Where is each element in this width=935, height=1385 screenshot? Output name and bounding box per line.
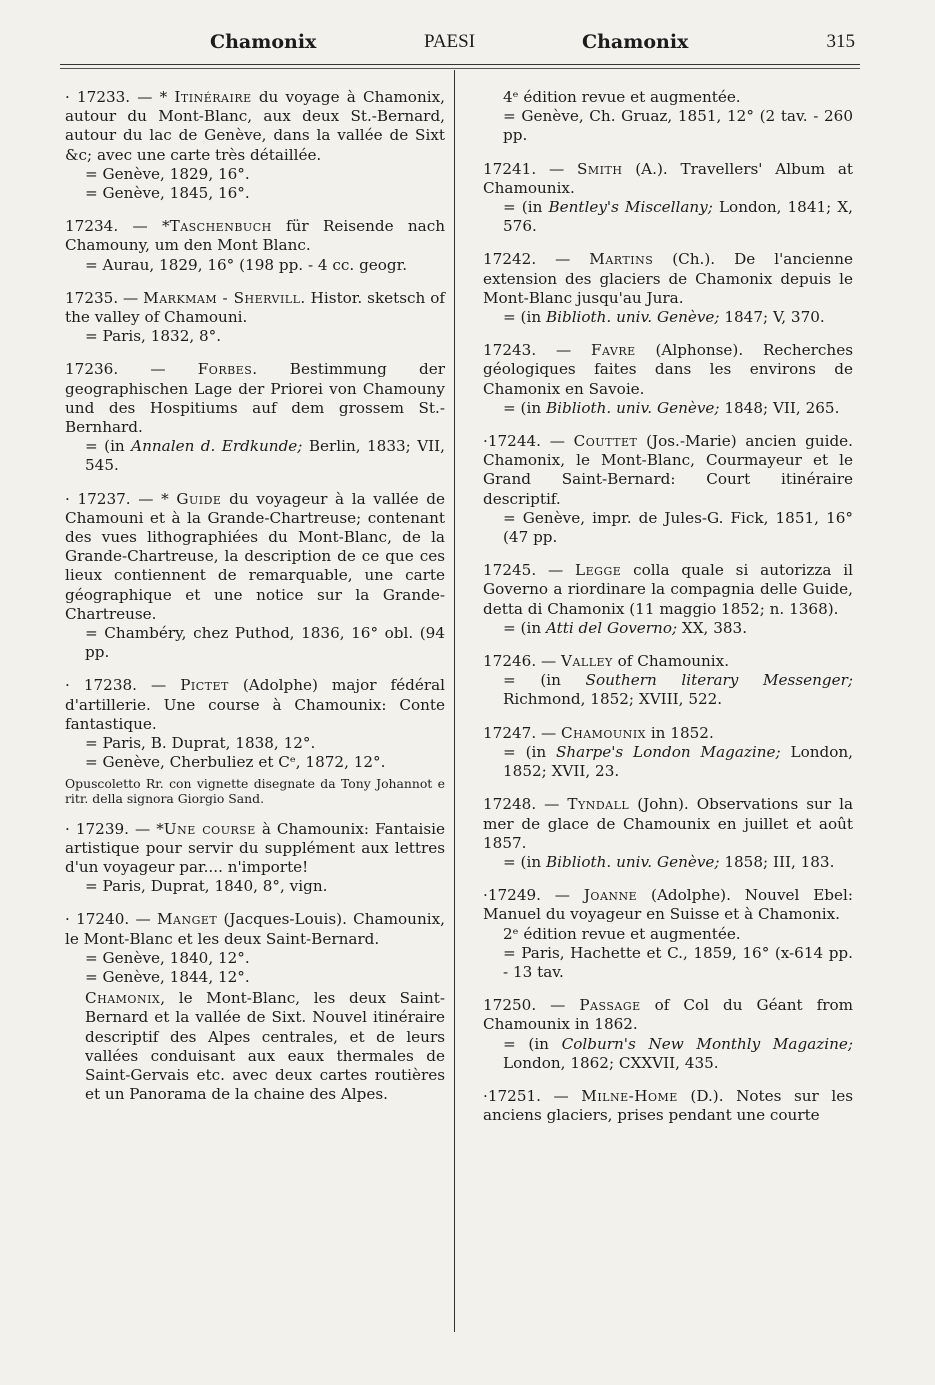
entry-17240 xyxy=(65,910,445,1104)
entry-imprint: = Paris, Duprat, 1840, 8°, vign. xyxy=(85,877,328,896)
entry-text: à Chamounix: Fantaisie artistique pour servir du supplément aux lettres d'un voyageur par.... n'importe! xyxy=(65,819,446,876)
entry-17248 xyxy=(483,795,853,872)
entry-number: · 17240. — xyxy=(65,910,157,929)
entry-imprint: = Paris, Hachette et C., 1859, 16° (x-614 pp. - 13 tav. xyxy=(503,943,853,981)
entry-text: of Col du Géant from Chamounix in 1862. xyxy=(483,996,854,1034)
entry-text: du voyageur à la vallée de Chamouni et à la Grande-Chartreuse; contenant des vues lithographiées du Mont-Blanc, de la Grande-Chartreuse, la description de ce que ces lieux contiennent de remarquable, une carte géographique et une notice sur la Grande-Chartreuse. xyxy=(65,489,445,623)
entry-number: 17250. — xyxy=(483,996,580,1015)
entry-text: of Chamounix. xyxy=(612,652,730,671)
entry-title: Forbes. xyxy=(197,360,258,379)
entry-17234 xyxy=(65,217,445,275)
entry-title: Milne-Home xyxy=(581,1086,678,1105)
entry-number: 17234. — * xyxy=(65,217,170,236)
entry-title: Joanne xyxy=(583,886,638,905)
entry-text: in 1852. xyxy=(646,723,714,742)
entry-imprint: = Genève, impr. de Jules-G. Fick, 1851, 16° (47 pp. xyxy=(503,508,853,547)
entry-imprint: = (in Bentley's Miscellany; London, 1841; X, 576. xyxy=(503,198,853,236)
entry-text: (Jos.-Marie) ancien guide. Chamonix, le Mont-Blanc, Courmayeur et le Grand Saint-Bernard: Court itinéraire descriptif. xyxy=(483,432,853,508)
entry-continuation: Chamonix, le Mont-Blanc, les deux Saint-Bernard et la vallée de Sixt. Nouvel itinéraire descriptif des Alpes centrales, et de leurs vallées conduisant aux eaux thermales de Saint-Gervais etc. avec deux cartes routières et un Panorama de la chaine des Alpes. xyxy=(85,989,445,1104)
header-left-title: Chamonix xyxy=(210,31,317,53)
entry-17242 xyxy=(483,250,853,327)
entry-edition: 4ᵉ édition revue et augmentée. xyxy=(503,88,741,106)
entry-imprint: = (in Biblioth. univ. Genève; 1858; III, 183. xyxy=(503,852,835,871)
entry-17244 xyxy=(483,432,853,547)
entry-17239 xyxy=(65,820,445,897)
entry-imprint: = (in Biblioth. univ. Genève; 1847; V, 370. xyxy=(503,308,825,327)
entry-imprint: = Genève, 1844, 12°. xyxy=(85,967,250,986)
entry-title: Chamounix xyxy=(560,723,646,742)
entry-17241 xyxy=(483,160,853,237)
entry-17250 xyxy=(483,996,853,1073)
entry-imprint: = (in Annalen d. Erdkunde; Berlin, 1833; VII, 545. xyxy=(85,437,445,475)
entry-number: · 17239. — * xyxy=(65,819,164,838)
entry-text: Histor. sketsch of the valley of Chamouni. xyxy=(65,288,445,327)
entry-imprint: = Genève, 1829, 16°. xyxy=(85,164,250,183)
entry-text: Bestimmung der geographischen Lage der Priorei von Chamouny und des Hospitiums auf dem grossem St.-Bernhard. xyxy=(65,360,445,437)
entry-17251 xyxy=(483,1087,853,1125)
column-divider xyxy=(454,70,455,1332)
entry-number: ·17244. — xyxy=(483,432,574,451)
entry-edition: 2ᵉ édition revue et augmentée. xyxy=(503,924,741,943)
entry-title: Couttet xyxy=(573,432,638,451)
entry-title: Smith xyxy=(576,159,623,178)
entry-title: Passage xyxy=(579,996,641,1015)
entry-17249 xyxy=(483,886,853,982)
entry-text: (Ch.). De l'ancienne extension des glaciers de Chamonix depuis le Mont-Blanc jusqu'au Jura. xyxy=(483,250,854,307)
entry-number: · 17237. — * xyxy=(65,489,177,508)
header-rule-thin xyxy=(60,68,860,69)
entry-text: (D.). Notes sur les anciens glaciers, prises pendant une courte xyxy=(483,1086,853,1125)
entry-text: (Alphonse). Recherches géologiques faites dans les environs de Chamonix en Savoie. xyxy=(483,341,853,398)
entry-17247 xyxy=(483,724,853,782)
entry-number: 17246. — xyxy=(483,652,561,671)
entry-note: Opuscoletto Rr. con vignette disegnate da Tony Johannot e ritr. della signora Giorgio Sand. xyxy=(65,775,445,806)
entry-imprint: = (in Biblioth. univ. Genève; 1848; VII, 265. xyxy=(503,398,840,417)
entry-title: Pictet xyxy=(180,676,229,695)
entry-number: · 17238. — xyxy=(65,676,181,695)
entry-number: ·17251. — xyxy=(483,1086,582,1105)
entry-text: (A.). Travellers' Album at Chamounix. xyxy=(483,159,853,197)
entry-17243 xyxy=(483,341,853,418)
entry-title: Tyndall xyxy=(567,795,630,814)
entry-number: 17243. — xyxy=(483,341,591,360)
entry-number: 17241. — xyxy=(483,159,577,178)
entry-imprint: = Genève, Cherbuliez et Cᵉ, 1872, 12°. xyxy=(85,753,386,772)
entry-number: 17248. — xyxy=(483,795,568,814)
entry-title: Manget xyxy=(156,910,218,929)
entry-imprint: = Genève, 1840, 12°. xyxy=(85,948,250,967)
entry-text: colla quale si autorizza il Governo a riordinare la compagnia delle Guide, detta di Chamonix (11 maggio 1852; n. 1368). xyxy=(483,561,853,618)
entry-number: 17236. — xyxy=(65,360,198,379)
page-number: 315 xyxy=(826,31,855,52)
left-column xyxy=(65,88,445,1118)
entry-text: (Adolphe). Nouvel Ebel: Manuel du voyageur en Suisse et à Chamonix. xyxy=(483,886,853,924)
entry-number: 17245. — xyxy=(483,561,576,580)
entry-imprint: = Paris, B. Duprat, 1838, 12°. xyxy=(85,734,316,753)
entry-number: 17235. — xyxy=(65,288,144,307)
entry-imprint: = (in Sharpe's London Magazine; London, 1852; XVII, 23. xyxy=(503,742,853,781)
entry-17238 xyxy=(65,676,445,805)
entry-imprint: = (in Southern literary Messenger; Richmond, 1852; XVIII, 522. xyxy=(503,671,853,709)
entry-17246 xyxy=(483,652,853,710)
entry-17240-cont xyxy=(483,88,853,146)
entry-number: ·17249. — xyxy=(483,886,584,905)
entry-imprint: = Genève, Ch. Gruaz, 1851, 12° (2 tav. - 260 pp. xyxy=(503,107,853,145)
entry-text: (Adolphe) major fédéral d'artillerie. Une course à Chamounix: Conte fantastique. xyxy=(65,676,445,733)
entry-imprint: = Aurau, 1829, 16° (198 pp. - 4 cc. geogr. xyxy=(85,255,408,274)
entry-title: Legge xyxy=(575,561,622,580)
entry-title: Guide xyxy=(176,489,222,508)
entry-imprint: = (in Colburn's New Monthly Magazine; London, 1862; CXXVII, 435. xyxy=(503,1034,853,1072)
entry-title: Favre xyxy=(590,341,636,360)
header-right-title: Chamonix xyxy=(582,31,689,53)
entry-number: 17247. — xyxy=(483,723,561,742)
entry-imprint: = (in Atti del Governo; XX, 383. xyxy=(503,618,748,637)
entry-17245 xyxy=(483,561,853,638)
entry-title: Markmam - Shervill. xyxy=(143,288,306,307)
entry-title: Une course xyxy=(163,819,256,838)
entry-text: für Reisende nach Chamouny, um den Mont Blanc. xyxy=(65,217,445,255)
entry-17237 xyxy=(65,490,445,663)
header-center-title: PAESI xyxy=(424,31,476,52)
entry-title: Martins xyxy=(589,250,654,269)
entry-17233 xyxy=(65,88,445,203)
entry-title: Valley xyxy=(560,652,613,671)
entry-number: 17242. — xyxy=(483,250,590,269)
entry-imprint: = Genève, 1845, 16°. xyxy=(85,184,250,203)
entry-imprint: = Chambéry, chez Puthod, 1836, 16° obl. (94 pp. xyxy=(85,624,445,662)
running-header xyxy=(60,30,855,62)
right-column xyxy=(483,88,853,1139)
entry-text: (John). Observations sur la mer de glace de Chamounix en juillet et août 1857. xyxy=(483,795,854,852)
entry-number: · 17233. — * xyxy=(65,88,175,106)
entry-title: Taschenbuch xyxy=(169,217,272,236)
entry-title: Itinéraire xyxy=(174,88,252,106)
header-rule xyxy=(60,64,860,65)
entry-text: (Jacques-Louis). Chamounix, le Mont-Blanc et les deux Saint-Bernard. xyxy=(65,910,445,948)
entry-17235 xyxy=(65,289,445,347)
entry-17236 xyxy=(65,360,445,475)
entry-imprint: = Paris, 1832, 8°. xyxy=(85,327,222,346)
entry-text: du voyage à Chamonix, autour du Mont-Blanc, aux deux St.-Bernard, autour du lac de Genève, dans la vallée de Sixt &c; avec une carte très détaillée. xyxy=(65,88,445,164)
